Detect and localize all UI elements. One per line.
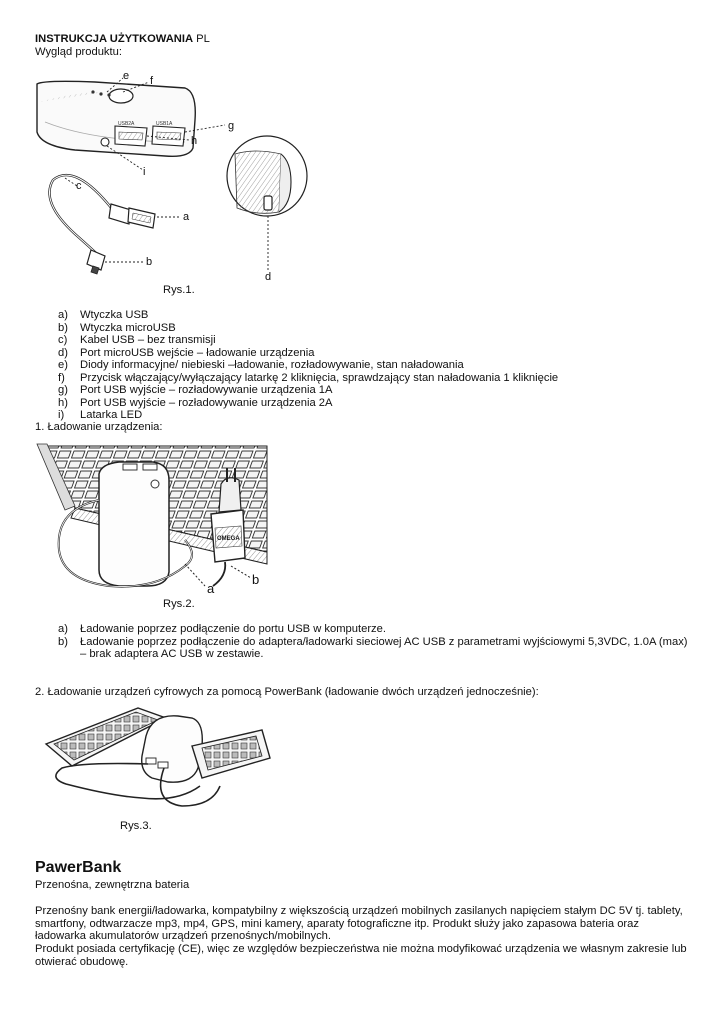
smartphone-device [192,730,270,778]
callout-a-fig2: a [207,581,215,595]
callout-i: i [143,166,146,178]
section-1-heading: 1. Ładowanie urządzenia: [35,421,163,433]
description-line: Produkt posiada certyfikację (CE), więc ze względów bezpieczeństwa nie można modyfikować urządzenia we własnym zakresie lub [35,943,687,955]
list-text: Ładowanie poprzez podłączenie do portu USB w komputerze. [80,623,386,635]
list-marker: i) [58,409,65,421]
product-subtitle: Przenośna, zewnętrzna bateria [35,879,190,891]
list-marker: b) [58,636,68,648]
usb-cable [49,175,155,274]
list-marker: e) [58,359,68,371]
list-text: – brak adaptera AC USB w zestawie. [80,648,264,660]
list-marker: a) [58,623,68,635]
list-text: Wtyczka USB [80,309,149,321]
description-line: smartfony, odtwarzacze mp3, mp4, GPS, mini kamery, aparaty fotograficzne itp. Produkt służy jako zapasowa bateria oraz [35,918,639,930]
list-text: Wtyczka microUSB [80,322,176,334]
callout-f: f [150,75,154,87]
figure-2-charging [35,440,275,595]
port-label-usb1a: USB1A [156,121,173,127]
list-marker: h) [58,397,68,409]
manual-title [35,33,210,46]
figure-1-caption: Rys.1. [163,284,195,296]
port-label-usb2a: USB2A [118,121,135,127]
list-marker: f) [58,372,65,384]
product-name-heading: PawerBank [35,859,122,876]
microusb-detail-circle [227,136,307,216]
power-button-icon [109,89,133,103]
description-line: ładowarka akumulatorów urządzeń przenośnych/mobilnych. [35,930,331,942]
figure-1-powerbank-parts [35,62,355,282]
list-marker: b) [58,322,68,334]
callout-e: e [123,70,130,82]
list-text: Kabel USB – bez transmisji [80,334,216,346]
adapter-label: OMEGA [217,536,240,542]
led-dot-icon [107,93,110,96]
list-text: Port USB wyjście – rozładowywanie urządzenia 2A [80,397,333,409]
callout-h: h [191,135,198,147]
figure-3-caption: Rys.3. [120,820,152,832]
led-dot-icon [91,90,94,93]
figure-2-caption: Rys.2. [163,598,195,610]
list-text: Diody informacyjne/ niebieski –ładowanie, rozładowywanie, stan naładowania [80,359,464,371]
flashlight-led-icon [101,138,109,146]
callout-b-fig2: b [252,572,260,587]
callout-b: b [146,256,153,268]
list-marker: c) [58,334,68,346]
list-text: Port USB wyjście – rozładowywanie urządzenia 1A [80,384,333,396]
list-marker: g) [58,384,68,396]
callout-d: d [265,271,272,282]
list-text: Latarka LED [80,409,143,421]
callout-c: c [76,180,82,192]
list-marker: a) [58,309,68,321]
list-marker: d) [58,347,68,359]
list-text: Port microUSB wejście – ładowanie urządzenia [80,347,315,359]
callout-a: a [183,211,190,223]
led-dot-icon [99,92,102,95]
list-text: Przycisk włączający/wyłączający latarkę 2 kliknięcia, sprawdzający stan naładowania 1 kliknięcie [80,372,559,384]
powerbank-body [37,81,198,156]
microusb-port-icon [264,196,272,210]
figure-3-dual-charging [42,706,282,821]
title-bold: INSTRUKCJA UŻYTKOWANIA [35,33,194,45]
section-2-heading: 2. Ładowanie urządzeń cyfrowych za pomocą PowerBank (ładowanie dwóch urządzeń jednocześnie): [35,686,539,698]
powerbank-device [99,462,169,586]
description-line: Przenośny bank energii/ładowarka, kompatybilny z większością urządzeń mobilnych zasilanych napięciem stałym DC 5V tj. tablety, [35,905,683,917]
callout-g: g [228,120,235,132]
list-text: Ładowanie poprzez podłączenie do adaptera/ładowarki sieciowej AC USB z parametrami wyjściowymi 5,3VDC, 1.0A (max) [80,636,688,648]
title-lang: PL [193,33,210,45]
description-line: otwierać obudowę. [35,956,129,968]
product-look-heading: Wygląd produktu: [35,46,122,58]
